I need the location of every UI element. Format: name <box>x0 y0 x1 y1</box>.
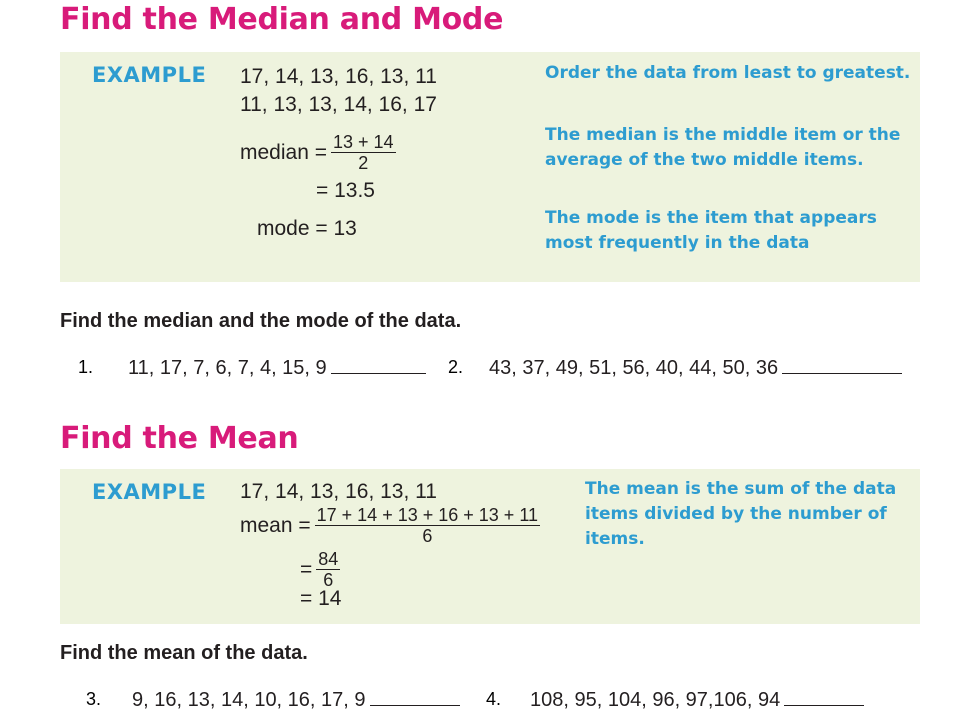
question-1 <box>128 355 426 380</box>
example-box-mean <box>60 469 920 624</box>
equals-sign: = <box>300 557 313 581</box>
question-data: 11, 17, 7, 6, 7, 4, 15, 9 <box>128 357 327 379</box>
mean-equation <box>240 505 540 546</box>
mean-fraction <box>315 505 540 546</box>
answer-blank[interactable] <box>784 687 864 706</box>
step2-fraction <box>316 549 340 590</box>
note-mean: The mean is the sum of the data items divided by the number of items. <box>585 479 897 549</box>
question-2 <box>489 355 902 380</box>
question-number: 1. <box>78 357 94 377</box>
data-line: 17, 14, 13, 16, 13, 11 <box>240 65 437 88</box>
step2-numerator: 84 <box>318 549 339 569</box>
answer-blank[interactable] <box>331 355 426 374</box>
mean-numerator: 17 + 14 + 13 + 16 + 13 + 11 <box>316 505 539 525</box>
note-order: Order the data from least to greatest. <box>545 63 911 83</box>
section-title-mean: Find the Mean <box>60 421 299 456</box>
mean-result: = 14 <box>300 587 342 610</box>
question-data: 108, 95, 104, 96, 97,106, 94 <box>530 689 781 711</box>
median-fraction <box>331 132 396 173</box>
mean-step-2 <box>300 549 340 590</box>
question-number: 4. <box>486 689 502 709</box>
question-number: 3. <box>86 689 102 709</box>
question-4 <box>530 687 864 712</box>
example-label: EXAMPLE <box>92 63 207 87</box>
question-3 <box>132 687 460 712</box>
step2-denominator: 6 <box>323 570 334 590</box>
example-box-median-mode <box>60 52 920 282</box>
note-median: The median is the middle item or the average of the two middle items. <box>545 125 901 170</box>
answer-blank[interactable] <box>370 687 460 706</box>
median-equation <box>240 132 396 173</box>
median-denominator: 2 <box>358 153 369 173</box>
question-data: 9, 16, 13, 14, 10, 16, 17, 9 <box>132 689 366 711</box>
sorted-data-line: 11, 13, 13, 14, 16, 17 <box>240 93 437 116</box>
example-label: EXAMPLE <box>92 480 207 504</box>
note-mode: The mode is the item that appears most frequently in the data <box>545 208 877 253</box>
instruction-mean: Find the mean of the data. <box>60 642 308 664</box>
mean-label: mean = <box>240 513 311 537</box>
median-numerator: 13 + 14 <box>332 132 394 152</box>
mean-denominator: 6 <box>422 526 433 546</box>
mode-line: mode = 13 <box>257 217 357 240</box>
question-data: 43, 37, 49, 51, 56, 40, 44, 50, 36 <box>489 357 779 379</box>
question-number: 2. <box>448 357 464 377</box>
section-title-median-mode: Find the Median and Mode <box>60 2 504 37</box>
instruction-median-mode: Find the median and the mode of the data. <box>60 310 462 332</box>
median-result: = 13.5 <box>316 179 375 202</box>
answer-blank[interactable] <box>782 355 902 374</box>
median-label: median = <box>240 140 327 164</box>
data-line: 17, 14, 13, 16, 13, 11 <box>240 480 437 503</box>
